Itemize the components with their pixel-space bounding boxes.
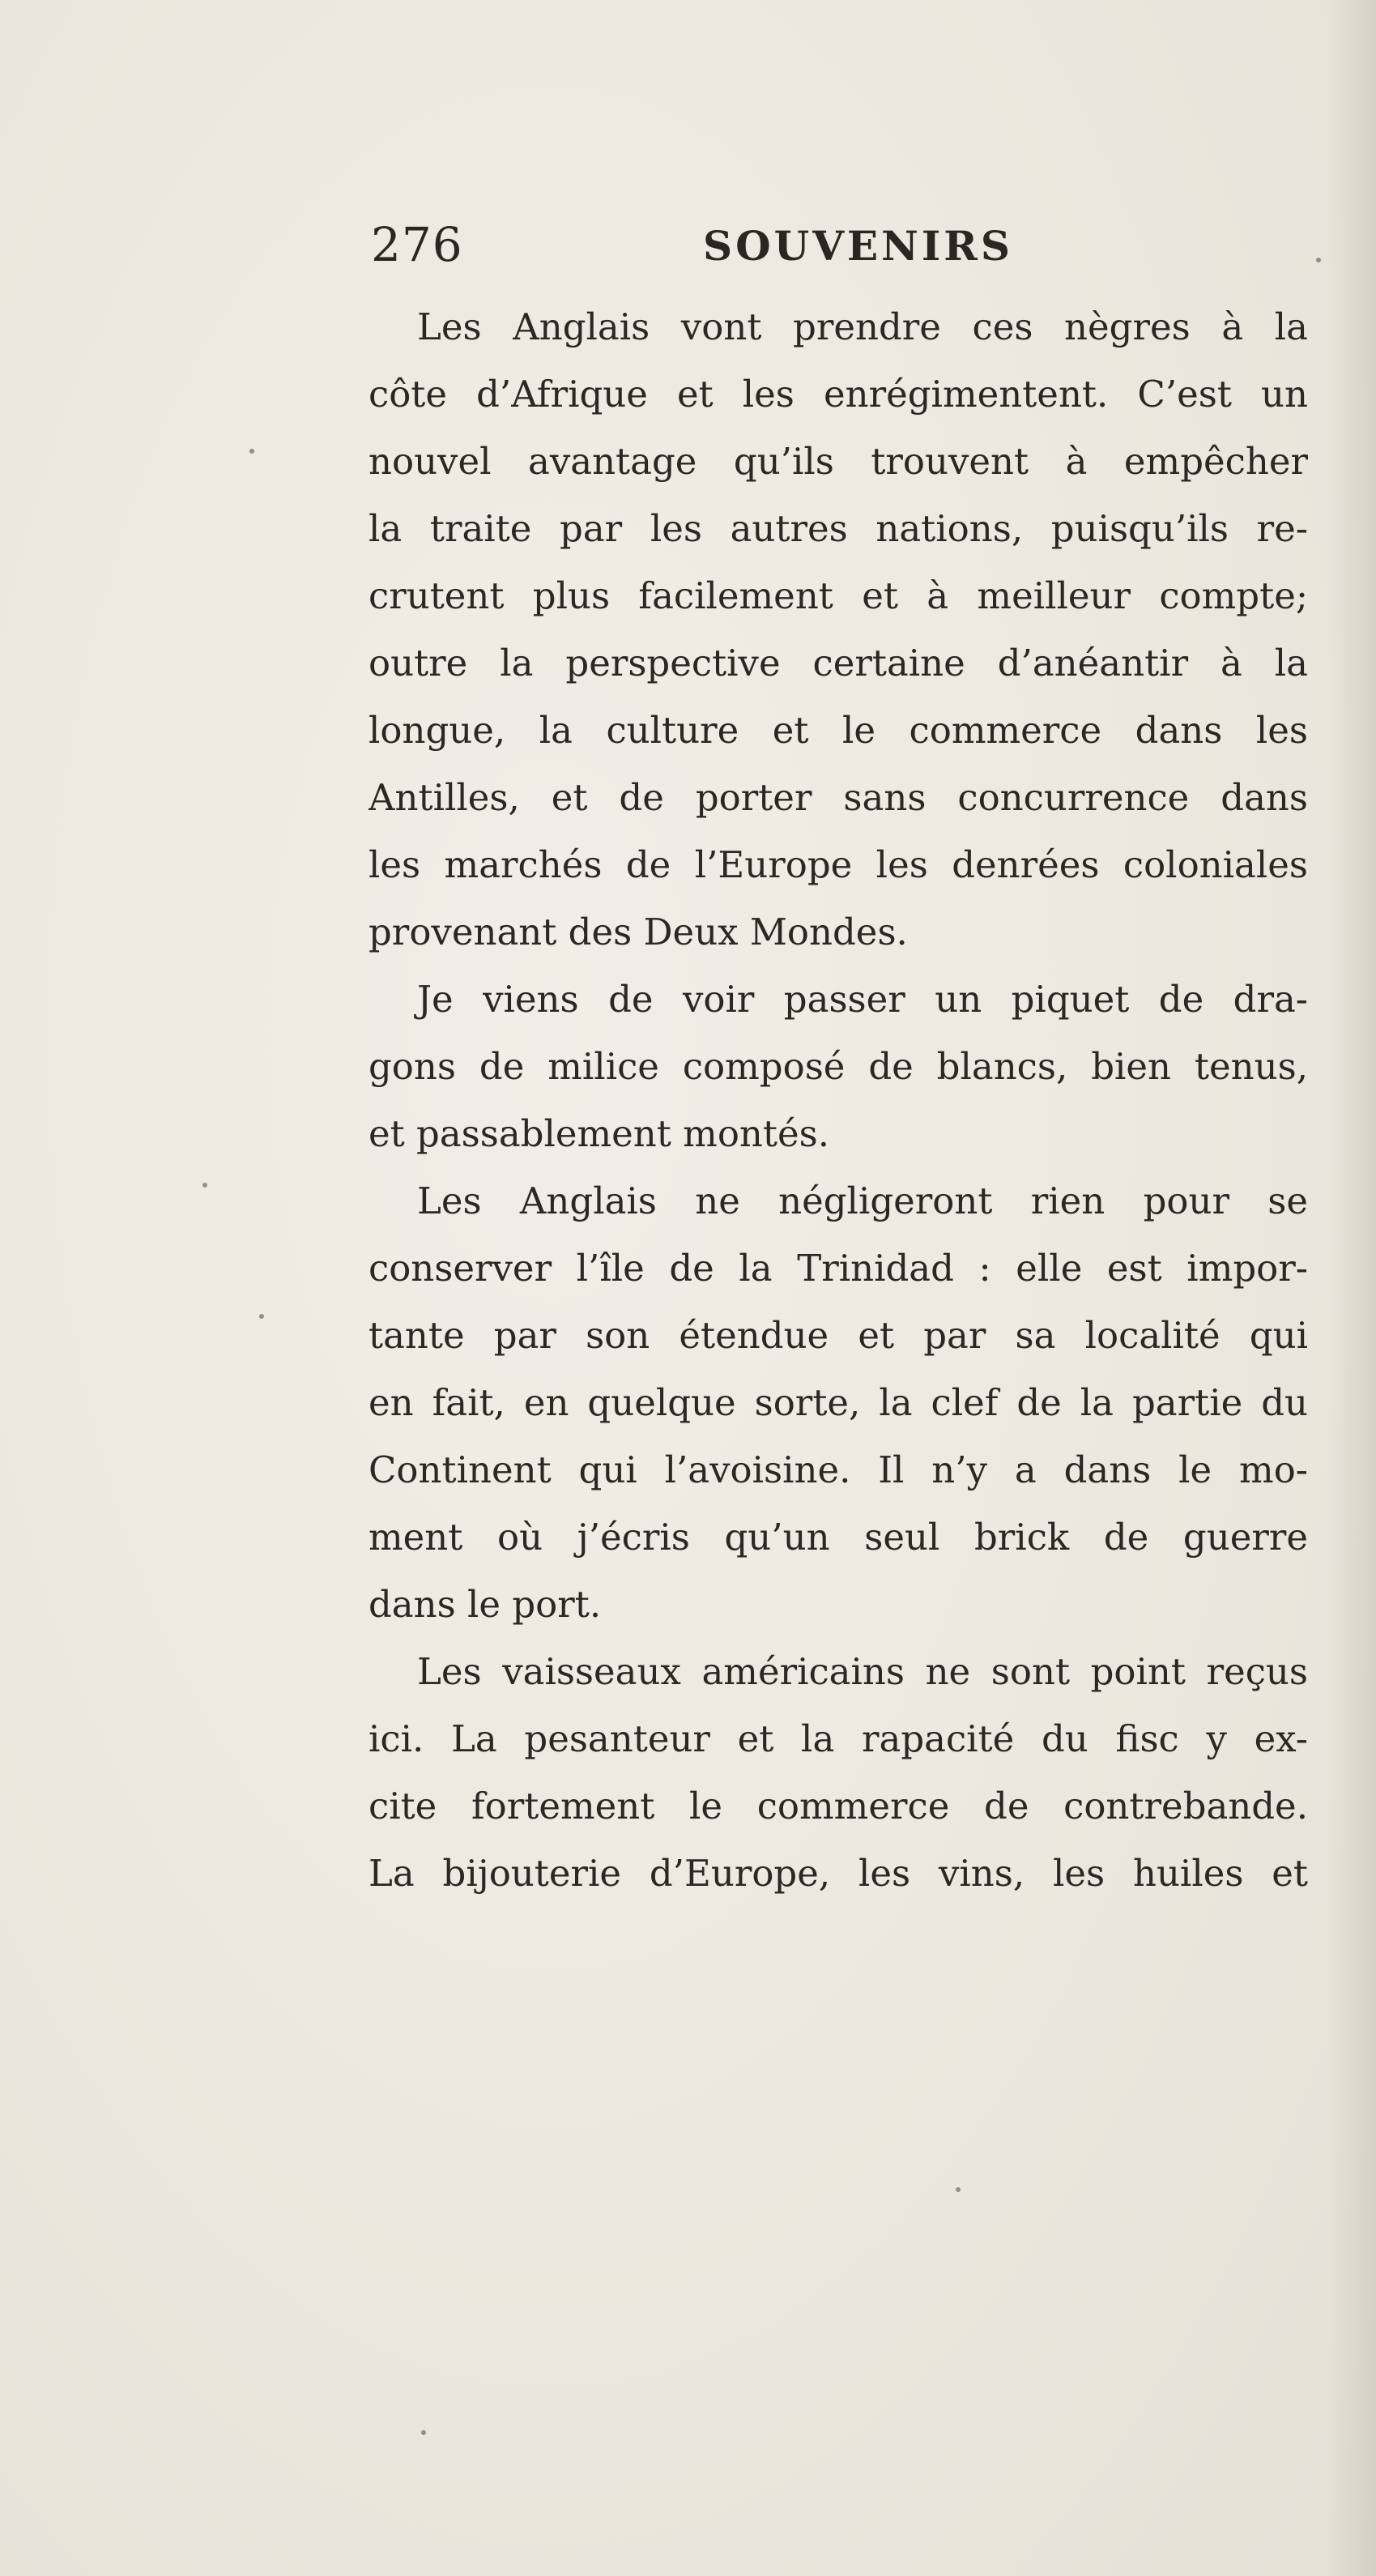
text-line: provenant des Deux Mondes. (368, 911, 908, 953)
text-line: Je viens de voir passer un piquet de dra- (417, 978, 1308, 1021)
text-line: conserver l’île de la Trinidad : elle est impor- (368, 1247, 1308, 1290)
paper-speck (249, 449, 254, 454)
text-line: tante par son étendue et par sa localité qui (368, 1314, 1308, 1357)
text-line: gons de milice composé de blancs, bien tenus, (368, 1045, 1308, 1088)
page-number: 276 (371, 217, 463, 272)
text-line: la traite par les autres nations, puisqu’ils re- (368, 507, 1308, 550)
text-line: outre la perspective certaine d’anéantir à la (368, 642, 1308, 685)
text-line: Antilles, et de porter sans concurrence dans (368, 776, 1308, 819)
text-line: Continent qui l’avoisine. Il n’y a dans le mo- (368, 1448, 1308, 1491)
body-text (368, 293, 1308, 1907)
text-line: Les vaisseaux américains ne sont point reçus (417, 1650, 1308, 1693)
paper-speck (1316, 258, 1321, 262)
text-line: ici. La pesanteur et la rapacité du fisc y ex- (368, 1717, 1308, 1760)
paper-speck (956, 2187, 961, 2192)
text-line: nouvel avantage qu’ils trouvent à empêcher (368, 440, 1308, 483)
paper-speck (259, 1314, 264, 1319)
text-line: La bijouterie d’Europe, les vins, les huiles et (368, 1852, 1308, 1895)
text-line: ment où j’écris qu’un seul brick de guerre (368, 1516, 1308, 1559)
text-line: dans le port. (368, 1583, 602, 1626)
text-line: cite fortement le commerce de contrebande. (368, 1785, 1308, 1828)
running-title: SOUVENIRS (703, 222, 1013, 270)
text-line: les marchés de l’Europe les denrées coloniales (368, 843, 1308, 886)
text-line: longue, la culture et le commerce dans les (368, 709, 1308, 752)
text-line: Les Anglais vont prendre ces nègres à la (417, 305, 1308, 348)
text-line: et passablement montés. (368, 1112, 830, 1155)
paper-speck (202, 1183, 207, 1188)
text-line: Les Anglais ne négligeront rien pour se (417, 1179, 1308, 1222)
text-line: crutent plus facilement et à meilleur compte; (368, 574, 1308, 617)
page-header (371, 217, 1310, 290)
text-line: en fait, en quelque sorte, la clef de la partie du (368, 1381, 1308, 1424)
text-line: côte d’Afrique et les enrégimentent. C’est un (368, 373, 1308, 416)
paper-speck (421, 2430, 426, 2435)
page-edge-shadow (1327, 0, 1376, 2576)
